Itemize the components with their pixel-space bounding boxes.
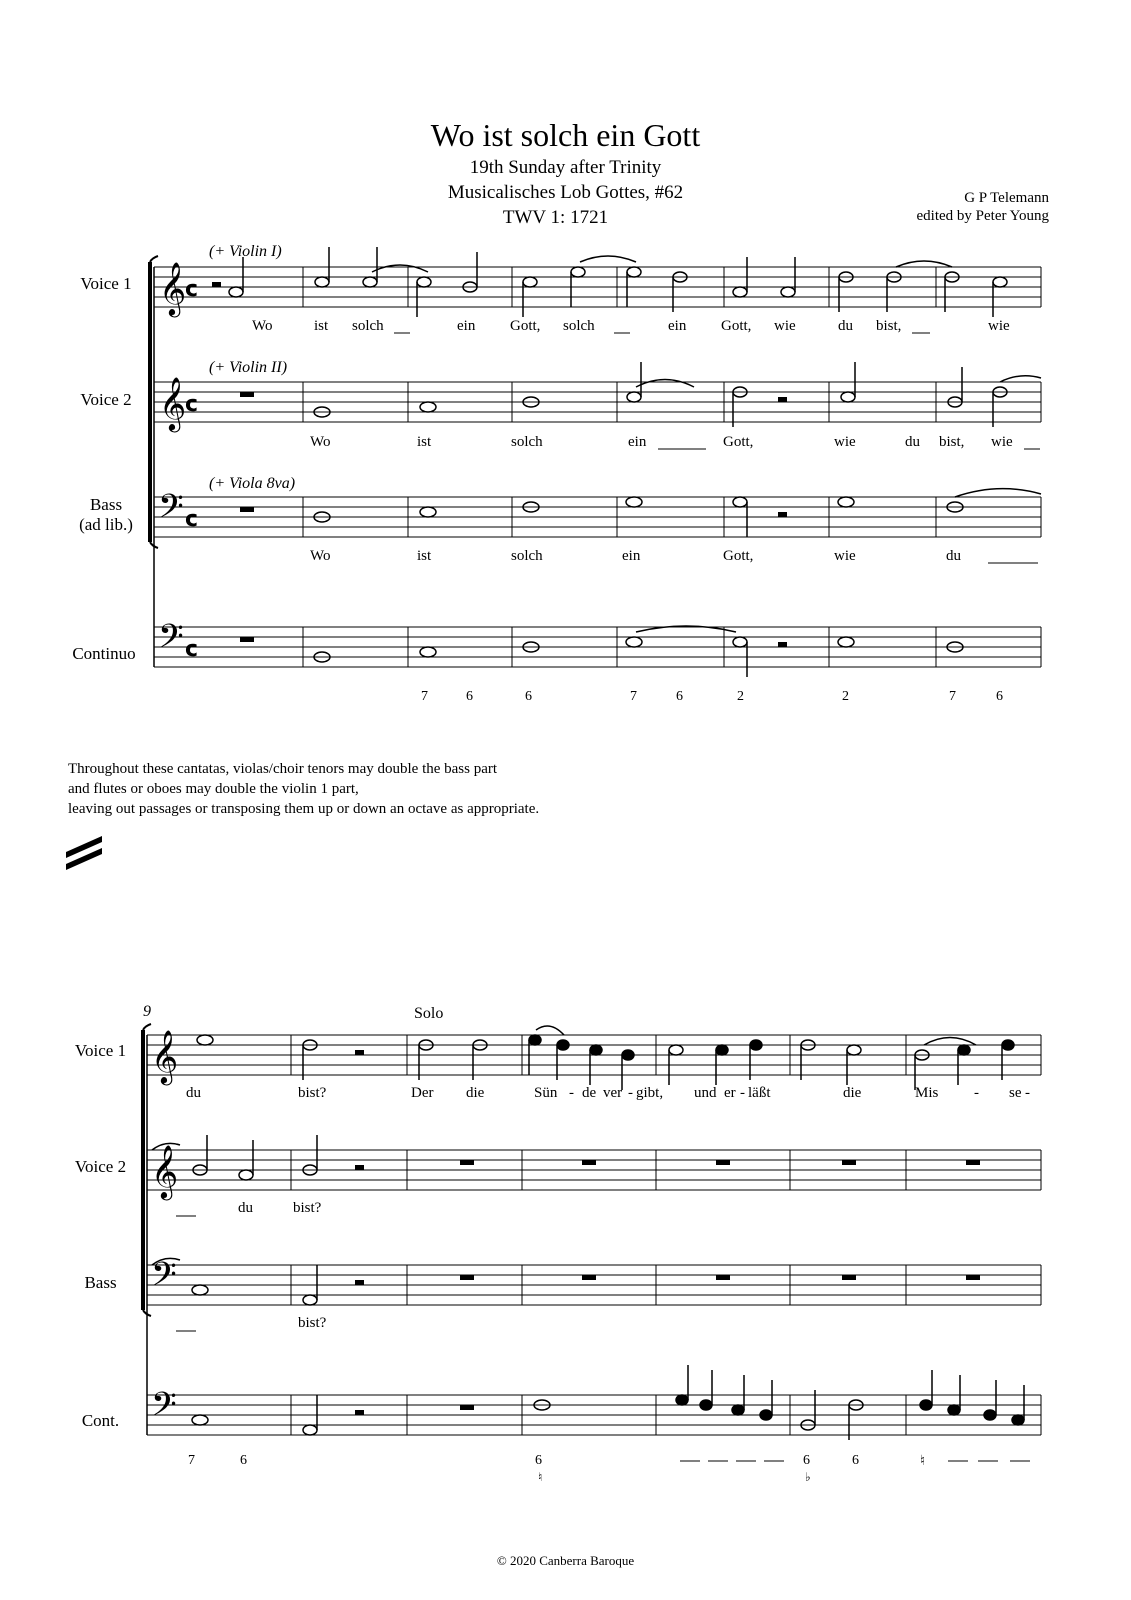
lyric: gibt,: [636, 1085, 664, 1101]
figure: 7: [421, 689, 428, 704]
lyric: Gott,: [723, 548, 754, 564]
label-voice2: Voice 2: [80, 390, 132, 409]
lyric: Der: [411, 1085, 434, 1101]
instr-violin2: (+ Violin II): [209, 359, 288, 376]
figure: 7: [949, 689, 956, 704]
lyric: bist?: [298, 1085, 327, 1101]
lyric: bist?: [293, 1200, 322, 1216]
figure-accidental: ♮: [920, 1454, 926, 1469]
figure-accidental: ♭: [805, 1470, 811, 1484]
lyric: wie: [774, 318, 796, 334]
label-bass-adlib: (ad lib.): [79, 515, 133, 534]
lyric: du: [186, 1085, 201, 1101]
figure: 7: [630, 689, 637, 704]
svg-text:c: c: [185, 507, 199, 532]
svg-text:c: c: [185, 277, 199, 302]
lyric: ist: [314, 318, 329, 334]
instr-violin1: (+ Violin I): [209, 243, 282, 260]
performance-note-2: and flutes or oboes may double the violin 1 part,: [68, 781, 359, 797]
subtitle-source: Musicalisches Lob Gottes, #62: [447, 182, 684, 203]
instr-viola: (+ Viola 8va): [209, 475, 296, 492]
lyric: Gott,: [723, 434, 754, 450]
lyric: se: [1009, 1085, 1022, 1101]
lyric: -: [569, 1085, 574, 1101]
lyric: Mis: [915, 1085, 939, 1101]
lyric: Wo: [310, 548, 331, 564]
figure: 6: [996, 689, 1003, 704]
lyric: bist?: [298, 1315, 327, 1331]
lyric: und: [694, 1085, 717, 1101]
label-continuo: Continuo: [72, 644, 136, 663]
figure: 7: [188, 1453, 195, 1468]
copyright: © 2020 Canberra Baroque: [496, 1553, 635, 1568]
lyric: ein: [457, 318, 476, 334]
figure: 6: [535, 1453, 542, 1468]
staff-voice2: [154, 382, 1041, 422]
lyric: du: [905, 434, 920, 450]
svg-text:𝄞: 𝄞: [159, 376, 187, 430]
lyric: Wo: [252, 318, 273, 334]
lyric: ist: [417, 434, 432, 450]
svg-text:𝄢: 𝄢: [158, 488, 184, 534]
figure: 6: [803, 1453, 810, 1468]
lyric: bist,: [876, 318, 902, 334]
label-voice1: Voice 1: [80, 274, 132, 293]
performance-note-3: leaving out passages or transposing them up or down an octave as appropriate.: [68, 801, 540, 817]
figure-accidental: ♮: [538, 1470, 543, 1484]
lyric: bist,: [939, 434, 965, 450]
performance-note-1: Throughout these cantatas, violas/choir tenors may double the bass part: [68, 761, 498, 777]
staff-voice1: [154, 267, 1041, 307]
lyric: Wo: [310, 434, 331, 450]
figure: 2: [737, 689, 744, 704]
subtitle-occasion: 19th Sunday after Trinity: [469, 157, 662, 178]
figure: 6: [525, 689, 532, 704]
svg-text:𝄢: 𝄢: [151, 1386, 177, 1432]
staff2-cont: [147, 1395, 1041, 1435]
lyric: Gott,: [510, 318, 541, 334]
figure: 6: [676, 689, 683, 704]
label2-voice1: Voice 1: [74, 1041, 127, 1060]
system-separator-icon: [66, 836, 102, 870]
figure: 6: [852, 1453, 859, 1468]
lyric: die: [466, 1085, 485, 1101]
staff2-bass: [147, 1265, 1041, 1305]
lyric: wie: [834, 548, 856, 564]
staff-bass: [154, 497, 1041, 537]
lyric: -: [1025, 1085, 1030, 1101]
lyric: solch: [511, 548, 543, 564]
label2-cont: Cont.: [81, 1411, 120, 1430]
lyric: du: [238, 1200, 253, 1216]
figure: 6: [466, 689, 473, 704]
lyric: ver: [603, 1085, 623, 1101]
svg-text:𝄞: 𝄞: [151, 1144, 179, 1198]
lyric: ein: [622, 548, 641, 564]
label-bass: Bass: [89, 495, 123, 514]
lyric: läßt: [748, 1085, 771, 1101]
page-title: Wo ist solch ein Gott: [430, 117, 701, 153]
lyric: solch: [511, 434, 543, 450]
svg-text:c: c: [185, 392, 199, 417]
staff2-voice2: [147, 1150, 1041, 1190]
lyric: ein: [628, 434, 647, 450]
label2-voice2: Voice 2: [74, 1157, 127, 1176]
svg-text:𝄞: 𝄞: [159, 261, 187, 315]
lyric: wie: [991, 434, 1013, 450]
lyric: ist: [417, 548, 432, 564]
measure-number: 9: [143, 1003, 151, 1020]
svg-text:𝄞: 𝄞: [151, 1029, 179, 1083]
lyric: -: [740, 1085, 745, 1101]
svg-text:c: c: [185, 637, 199, 662]
lyric: er: [724, 1085, 736, 1101]
lyric: -: [628, 1085, 633, 1101]
lyric: solch: [563, 318, 595, 334]
lyric: Gott,: [721, 318, 752, 334]
label2-bass: Bass: [84, 1273, 117, 1292]
svg-text:𝄢: 𝄢: [158, 618, 184, 664]
lyric: du: [838, 318, 853, 334]
lyric: solch: [352, 318, 384, 334]
solo-marking: Solo: [414, 1005, 444, 1022]
lyric: Sün: [534, 1085, 558, 1101]
lyric: du: [946, 548, 961, 564]
svg-text:𝄢: 𝄢: [151, 1256, 177, 1302]
lyric: die: [843, 1085, 862, 1101]
lyric: wie: [988, 318, 1010, 334]
subtitle-catalog: TWV 1: 1721: [502, 207, 609, 228]
lyric: wie: [834, 434, 856, 450]
lyric: -: [974, 1085, 979, 1101]
lyric: ein: [668, 318, 687, 334]
editor: edited by Peter Young: [916, 208, 1049, 224]
figure: 6: [240, 1453, 247, 1468]
staff-continuo: [154, 627, 1041, 667]
figure: 2: [842, 689, 849, 704]
composer: G P Telemann: [964, 190, 1049, 206]
lyric: de: [582, 1085, 597, 1101]
